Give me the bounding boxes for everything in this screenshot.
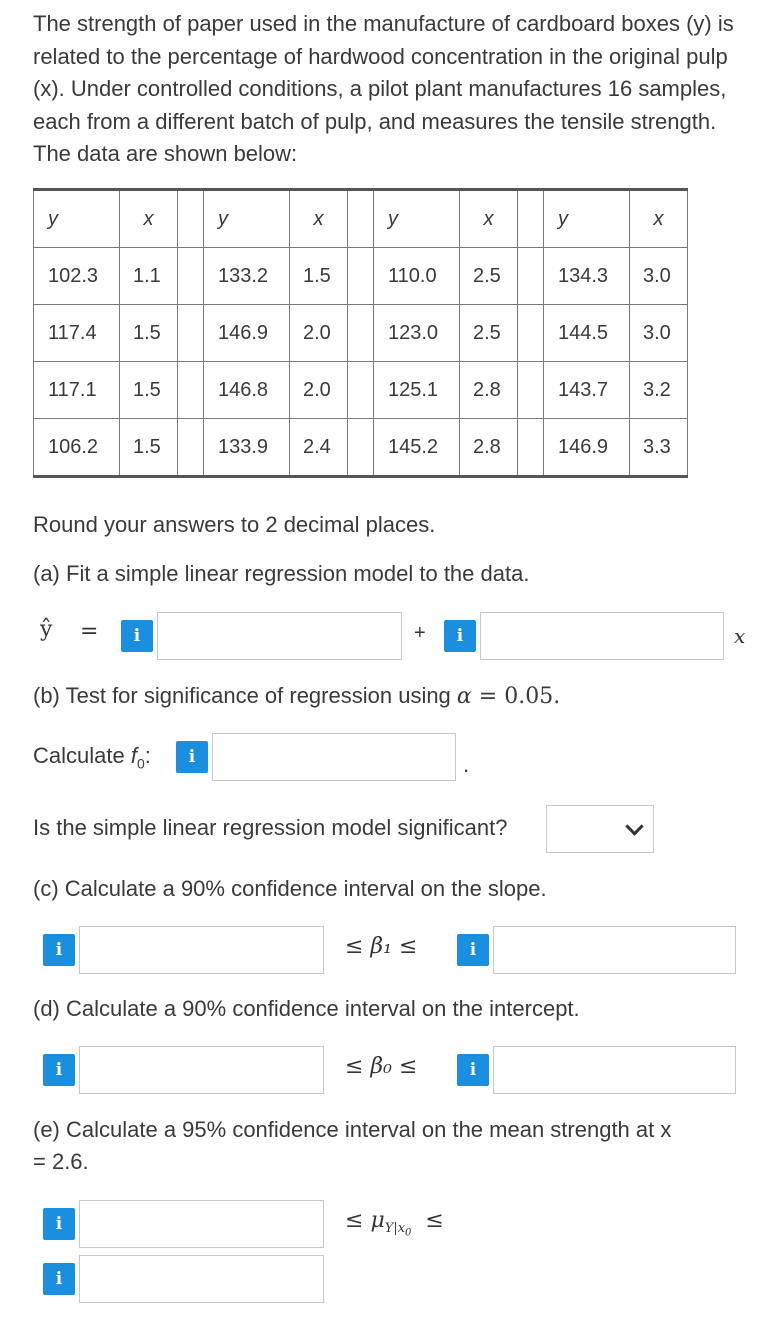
table-cell-y: 110.0 — [374, 248, 460, 305]
intercept-inequality: ≤ β₀ ≤ — [345, 1054, 418, 1079]
table-row — [34, 362, 688, 419]
table-cell-x: 2.8 — [460, 419, 518, 477]
table-cell-x: 1.5 — [120, 362, 178, 419]
table-cell-x: 1.5 — [120, 305, 178, 362]
intercept-upper-input[interactable] — [493, 1046, 736, 1094]
table-cell-y: 117.4 — [34, 305, 120, 362]
slope-input[interactable] — [480, 612, 724, 660]
table-cell-x: 1.1 — [120, 248, 178, 305]
table-cell-y: 144.5 — [544, 305, 630, 362]
table-cell-y: 123.0 — [374, 305, 460, 362]
period: . — [463, 752, 470, 777]
alpha-symbol: α — [456, 684, 472, 709]
intercept-input[interactable] — [157, 612, 402, 660]
table-header-y: y — [34, 190, 120, 248]
part-e-text-line2: = 2.6. — [33, 1149, 89, 1174]
round-note: Round your answers to 2 decimal places. — [33, 512, 436, 537]
mean-lower-input[interactable] — [79, 1200, 324, 1248]
table-cell-x: 3.0 — [630, 248, 688, 305]
info-icon[interactable]: i — [121, 620, 153, 652]
table-cell-x: 3.2 — [630, 362, 688, 419]
info-icon[interactable]: i — [176, 741, 208, 773]
table-cell-x: 2.0 — [290, 362, 348, 419]
info-icon[interactable]: i — [43, 934, 75, 966]
table-header-row — [34, 190, 688, 248]
part-c-text: (c) Calculate a 90% confidence interval on the slope. — [33, 876, 547, 901]
table-cell-x: 1.5 — [290, 248, 348, 305]
significance-question: Is the simple linear regression model significant? — [33, 815, 508, 840]
table-cell-y: 106.2 — [34, 419, 120, 477]
mean-upper-input[interactable] — [79, 1255, 324, 1303]
f0-label: Calculate $f_0$: — [33, 743, 151, 772]
table-cell-y: 146.8 — [204, 362, 290, 419]
info-icon[interactable]: i — [43, 1263, 75, 1295]
slope-upper-input[interactable] — [493, 926, 736, 974]
table-cell-y: 117.1 — [34, 362, 120, 419]
part-b-text: (b) Test for significance of regression using α = 0.05. — [33, 683, 561, 709]
x-variable: x — [734, 624, 746, 648]
table-header-y: y — [204, 190, 290, 248]
table-cell-y: 145.2 — [374, 419, 460, 477]
mean-inequality: ≤ $\mu_{Y|x_0}$ ≤ — [345, 1208, 444, 1239]
problem-intro: The strength of paper used in the manufacture of cardboard boxes (y) is related to the percentage of hardwood concentration in the original pulp (x). Under controlled conditions, a pilot plant manufactures 16 samples, each from a different batch of pulp, and measures the tensile strength. The data are shown below: — [33, 11, 734, 166]
table-cell-y: 133.9 — [204, 419, 290, 477]
table-header-x: x — [630, 190, 688, 248]
plus-sign: + — [414, 622, 426, 644]
table-cell-y: 134.3 — [544, 248, 630, 305]
chevron-down-icon — [625, 817, 643, 835]
info-icon[interactable]: i — [457, 934, 489, 966]
table-row — [34, 419, 688, 477]
f0-input[interactable] — [212, 733, 456, 781]
table-row — [34, 305, 688, 362]
alpha-value: 0.05. — [504, 684, 561, 709]
table-header-y: y — [374, 190, 460, 248]
significance-select[interactable] — [546, 805, 654, 853]
data-table — [33, 188, 688, 478]
table-cell-x: 2.5 — [460, 248, 518, 305]
slope-lower-input[interactable] — [79, 926, 324, 974]
table-header-y: y — [544, 190, 630, 248]
slope-inequality: ≤ β₁ ≤ — [345, 934, 418, 959]
table-cell-y: 125.1 — [374, 362, 460, 419]
part-e-text-line1: (e) Calculate a 95% confidence interval on the mean strength at x — [33, 1117, 672, 1142]
table-header-x: x — [290, 190, 348, 248]
part-a-text: (a) Fit a simple linear regression model to the data. — [33, 561, 530, 586]
table-cell-x: 2.0 — [290, 305, 348, 362]
info-icon[interactable]: i — [457, 1054, 489, 1086]
info-icon[interactable]: i — [43, 1054, 75, 1086]
table-cell-y: 102.3 — [34, 248, 120, 305]
table-cell-x: 2.8 — [460, 362, 518, 419]
table-header-x: x — [460, 190, 518, 248]
equals-sign: = — [80, 619, 99, 644]
table-cell-y: 133.2 — [204, 248, 290, 305]
table-row — [34, 248, 688, 305]
table-cell-y: 143.7 — [544, 362, 630, 419]
info-icon[interactable]: i — [444, 620, 476, 652]
table-cell-x: 2.4 — [290, 419, 348, 477]
table-cell-x: 1.5 — [120, 419, 178, 477]
table-cell-y: 146.9 — [544, 419, 630, 477]
table-cell-x: 3.0 — [630, 305, 688, 362]
table-header-x: x — [120, 190, 178, 248]
table-cell-y: 146.9 — [204, 305, 290, 362]
part-d-text: (d) Calculate a 90% confidence interval on the intercept. — [33, 996, 580, 1021]
table-cell-x: 3.3 — [630, 419, 688, 477]
intercept-lower-input[interactable] — [79, 1046, 324, 1094]
yhat-symbol: ŷ — [40, 617, 53, 642]
info-icon[interactable]: i — [43, 1208, 75, 1240]
table-cell-x: 2.5 — [460, 305, 518, 362]
